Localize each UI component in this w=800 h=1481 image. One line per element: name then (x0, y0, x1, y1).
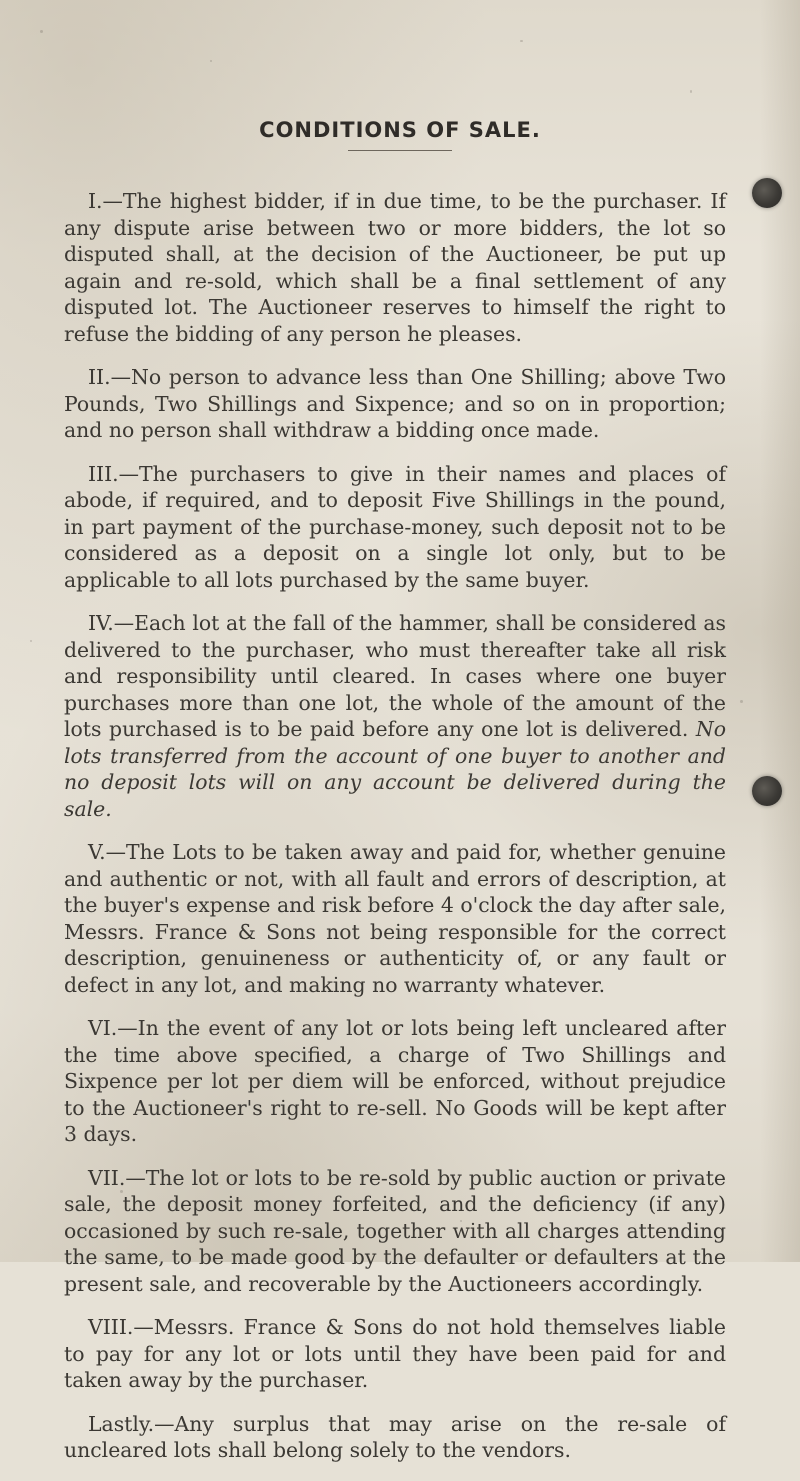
condition-6 (64, 1015, 726, 1148)
title-underline (348, 150, 452, 151)
page-title: CONDITIONS OF SALE. (259, 118, 541, 142)
condition-7 (64, 1165, 726, 1298)
paper-speck (40, 30, 43, 33)
condition-text: V.—The Lots to be taken away and paid for, whether genuine and authentic or not, with all fault and errors of description, at the buyer's expense and risk before 4 o'clock the day after sale, Messrs. France & Sons not being responsible for the correct description, genuineness or authenticity of, or any fault or defect in any lot, and making no warranty whatever. (64, 840, 726, 997)
condition-text: VIII.—Messrs. France & Sons do not hold themselves liable to pay for any lot or lots until they have been paid for and taken away by the purchaser. (64, 1315, 726, 1392)
condition-text: I.—The highest bidder, if in due time, to be the purchaser. If any dispute arise between two or more bidders, the lot so disputed shall, at the decision of the Auctioneer, be put up again and re-sold, which shall be a final settlement of any disputed lot. The Auctioneer reserves to himself the right to refuse the bidding of any person he pleases. (64, 189, 726, 346)
paper-speck (520, 40, 523, 42)
paper-speck (210, 60, 212, 62)
condition-text: Lastly.—Any surplus that may arise on the re-sale of uncleared lots shall belong solely to the vendors. (64, 1411, 726, 1462)
binding-hole (752, 178, 782, 208)
condition-lastly (64, 1411, 726, 1464)
condition-text: III.—The purchasers to give in their names and places of abode, if required, and to deposit Five Shillings in the pound, in part payment of the purchase-money, such deposit not to be considered as a deposit on a single lot only, but to be applicable to all lots purchased by the same buyer. (64, 461, 726, 592)
condition-4 (64, 610, 726, 822)
condition-text: IV.—Each lot at the fall of the hammer, shall be considered as delivered to the purchaser, who must thereafter take all risk and responsibility until cleared. In cases where one buyer purchases more than one lot, the whole of the amount of the lots purchased is to be paid before any one lot is delivered. (64, 611, 726, 741)
condition-1 (64, 188, 726, 347)
condition-text: II.—No person to advance less than One Shilling; above Two Pounds, Two Shillings and Sixpence; and so on in proportion; and no person shall withdraw a bidding once made. (64, 365, 726, 442)
condition-5 (64, 839, 726, 998)
paper-speck (30, 640, 32, 642)
paper-speck (690, 90, 692, 93)
binding-hole (752, 776, 782, 806)
paper-speck (740, 700, 743, 703)
conditions-list (64, 188, 726, 1481)
condition-text: VII.—The lot or lots to be re-sold by public auction or private sale, the deposit money forfeited, and the deficiency (if any) occasioned by such re-sale, together with all charges attending the same, to be made good by the defaulter or defaulters at the present sale, and recoverable by the Auctioneers accordingly. (64, 1165, 726, 1296)
condition-italic-note: No lots transferred from the account of one buyer to another and no deposit lots will on any account be delivered during the sale. (64, 717, 726, 821)
condition-3 (64, 461, 726, 594)
condition-2 (64, 364, 726, 444)
condition-text: VI.—In the event of any lot or lots being left uncleared after the time above specified, a charge of Two Shillings and Sixpence per lot per diem will be enforced, without prejudice to the Auctioneer's right to re-sell. No Goods will be kept after 3 days. (64, 1016, 726, 1146)
condition-8 (64, 1314, 726, 1394)
